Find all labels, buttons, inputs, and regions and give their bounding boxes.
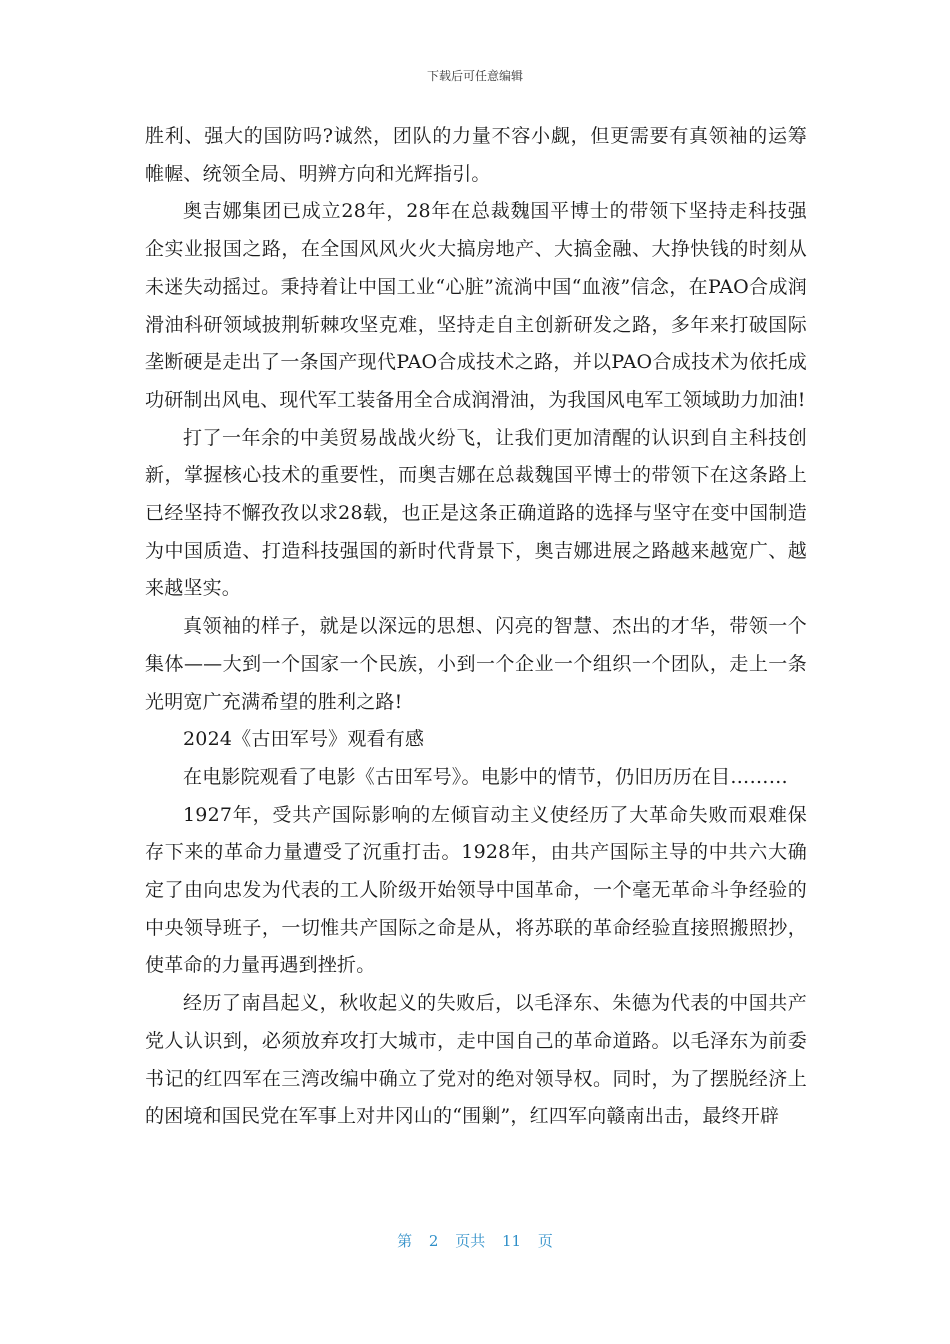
paragraph: 胜利、强大的国防吗?诚然，团队的力量不容小觑，但更需要有真领袖的运筹帷幄、统领全局、明辨方向和光辉指引。: [145, 125, 807, 185]
paragraph: 真领袖的样子，就是以深远的思想、闪亮的智慧、杰出的才华，带领一个集体——大到一个国家一个民族，小到一个企业一个组织一个团队，走上一条光明宽广充满希望的胜利之路!: [145, 615, 807, 713]
paragraph: 经历了南昌起义，秋收起义的失败后，以毛泽东、朱德为代表的中国共产党人认识到，必须放弃攻打大城市，走中国自己的革命道路。以毛泽东为前委书记的红四军在三湾改编中确立了党对的绝对领导权。同时，为了摆脱经济上的困境和国民党在军事上对井冈山的“围剿”，红四军向赣南出击，最终开辟: [145, 992, 807, 1128]
document-body: [145, 118, 807, 1136]
page-number-footer: 第 2 页共 11 页: [397, 1232, 553, 1250]
paragraph: 1927年，受共产国际影响的左倾盲动主义使经历了大革命失败而艰难保存下来的革命力量遭受了沉重打击。1928年，由共产国际主导的中共六大确定了由向忠发为代表的工人阶级开始领导中国革命，一个毫无革命斗争经验的中央领导班子，一切惟共产国际之命是从，将苏联的革命经验直接照搬照抄，使革命的力量再遇到挫折。: [145, 803, 807, 977]
paragraph: 奥吉娜集团已成立28年，28年在总裁魏国平博士的带领下坚持走科技强企实业报国之路，在全国风风火火大搞房地产、大搞金融、大挣快钱的时刻从未迷失动摇过。秉持着让中国工业“心脏”流淌中国“血液”信念，在PAO合成润滑油科研领域披荆斩棘攻坚克难，坚持走自主创新研发之路，多年来打破国际垄断硬是走出了一条国产现代PAO合成技术之路，并以PAO合成技术为依托成功研制出风电、现代军工装备用全合成润滑油，为我国风电军工领域助力加油!: [145, 200, 807, 411]
paragraph: 打了一年余的中美贸易战战火纷飞，让我们更加清醒的认识到自主科技创新，掌握核心技术的重要性，而奥吉娜在总裁魏国平博士的带领下在这条路上已经坚持不懈孜孜以求28载，也正是这条正确道路的选择与坚守在变中国制造为中国质造、打造科技强国的新时代背景下，奥吉娜进展之路越来越宽广、越来越坚实。: [145, 426, 807, 600]
section-title: 2024《古田军号》观看有感: [183, 728, 425, 751]
page-header: 下载后可任意编辑: [426, 69, 523, 83]
paragraph: 在电影院观看了电影《古田军号》。电影中的情节，仍旧历历在目………: [183, 765, 788, 788]
